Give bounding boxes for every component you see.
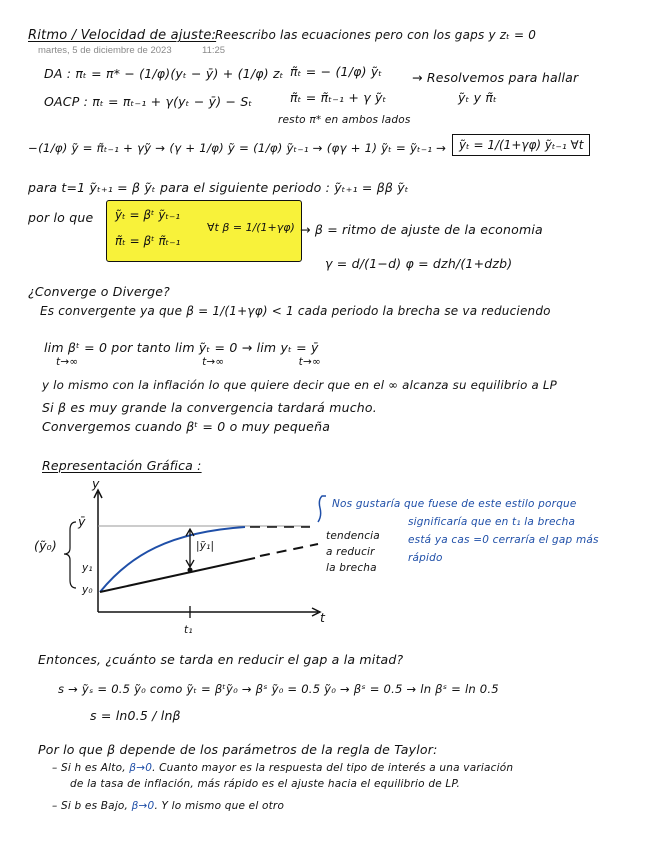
graph-title: Representación Gráfica : [42, 458, 202, 473]
system-eq-1: π̃ₜ = − (1/φ) ỹₜ [290, 64, 383, 79]
note-date: martes, 5 de diciembre de 2023 [38, 45, 172, 56]
bullet-2-beta: β→0 [131, 800, 155, 812]
equation-oacp: OACP : πₜ = πₜ₋₁ + γ(yₜ − ȳ) − Sₜ [44, 94, 253, 109]
bullet-1-start: – Si h es Alto, [52, 762, 126, 774]
convergence-line-2: lim βᵗ = 0 por tanto lim ỹₜ = 0 → lim yₜ = ȳ [44, 340, 319, 355]
derivation-line: −(1/φ) ỹ = π̃ₜ₋₁ + γỹ → (γ + 1/φ) ỹ = (1/φ) ỹₜ₋₁ → (φγ + 1) ỹₜ = ỹₜ₋₁ → [28, 141, 447, 155]
bullet-2 [52, 800, 284, 812]
system-eq-2: π̃ₜ = π̃ₜ₋₁ + γ ỹₜ [290, 90, 387, 105]
tendency-label-2: a reducir [326, 546, 375, 558]
note-time: 11:25 [202, 45, 226, 56]
bullet-2-start: – Si b es Bajo, [52, 800, 129, 812]
page-title: Ritmo / Velocidad de ajuste: [28, 28, 217, 43]
highlight-eq-1: ỹₜ = βᵗ ỹₜ₋₁ [115, 208, 181, 222]
graph-y1-label: y₁ [82, 562, 93, 574]
left-brace [64, 522, 76, 588]
tendency-label-1: tendencia [326, 530, 380, 542]
tendency-dashes [260, 544, 318, 556]
note-brace [318, 496, 326, 522]
convergence-line-4: Si β es muy grande la convergencia tardará mucho. [42, 400, 377, 415]
graph-ybar-label: ȳ [78, 514, 86, 529]
half-gap-line-1: s → ỹₛ = 0.5 ỹ₀ como ỹₜ = βᵗỹ₀ → βˢ ỹ₀ = 0.5 ỹ₀ → βˢ = 0.5 → ln βˢ = ln 0.5 [58, 682, 499, 696]
bullet-1 [52, 762, 513, 774]
por-lo-que: por lo que [28, 210, 94, 225]
page-subtitle: Reescribo las ecuaciones pero con los gaps y zₜ = 0 [215, 28, 537, 42]
bullet-1-beta: β→0 [129, 762, 153, 774]
graph-gap-left: (ỹ₀) [34, 538, 57, 553]
bullet-2-rest: . Y lo mismo que el otro [154, 800, 285, 812]
fast-convergence-curve [100, 527, 245, 592]
taylor-conclusion: Por lo que β depende de los parámetros de la regla de Taylor: [38, 742, 438, 757]
resolve-note-vars: ỹₜ y π̃ₜ [458, 90, 498, 105]
equation-da: DA : πₜ = π* − (1/φ)(yₜ − ȳ) + (1/φ) zₜ [44, 66, 284, 81]
resolve-note: → Resolvemos para hallar [412, 70, 579, 85]
graph-note-3: está ya cas =0 cerraría el gap más [408, 534, 599, 546]
graph-x-label: t [320, 610, 326, 625]
beta-definition: → β = ritmo de ajuste de la economia [300, 222, 543, 237]
resto-note: resto π* en ambos lados [278, 114, 411, 126]
params-line: γ = d/(1−d) φ = dzh/(1+dzb) [325, 256, 513, 271]
convergence-line-5: Convergemos cuando βᵗ = 0 o muy pequeña [42, 419, 331, 434]
graph-y0-label: y₀ [82, 584, 93, 596]
highlight-eq-3: ∀t β = 1/(1+γφ) [207, 221, 295, 234]
convergence-line-1: Es convergente ya que β = 1/(1+γφ) < 1 cada periodo la brecha se va reduciendo [40, 304, 551, 318]
graph-note-2: significaría que en t₁ la brecha [408, 516, 576, 528]
highlight-eq-2: π̃ₜ = βᵗ π̃ₜ₋₁ [115, 234, 181, 248]
tendency-label-3: la brecha [326, 562, 377, 574]
para-line: para t=1 ỹₜ₊₁ = β ỹₜ para el siguiente periodo : ỹₜ₊₁ = ββ ỹₜ [28, 180, 409, 195]
y1-point [188, 568, 193, 573]
half-gap-question-text: Entonces, ¿cuánto se tarda en reducir el gap a la mitad? [38, 652, 404, 667]
half-gap-question [38, 652, 403, 667]
graph-y-label: y [92, 476, 100, 491]
boxed-result: ỹₜ = 1/(1+γφ) ỹₜ₋₁ ∀t [452, 134, 590, 156]
graph-note-4: rápido [408, 552, 443, 564]
tendency-line [100, 558, 255, 592]
graph-note-1: Nos gustaría que fuese de este estilo porque [332, 498, 577, 510]
graph-gap-mid: |ỹ₁| [196, 540, 215, 552]
half-gap-line-2: s = ln0.5 / lnβ [90, 708, 181, 723]
convergence-limits: t→∞ t→∞ t→∞ [56, 356, 321, 368]
bullet-1-rest: . Cuanto mayor es la respuesta del tipo de interés a una variación [152, 762, 514, 774]
bullet-1-continuation: de la tasa de inflación, más rápido es el ajuste hacia el equilibrio de LP. [70, 778, 461, 790]
graph-t1-label: t₁ [184, 624, 193, 636]
convergence-question: ¿Converge o Diverge? [28, 284, 170, 299]
convergence-line-3: y lo mismo con la inflación lo que quiere decir que en el ∞ alcanza su equilibrio a LP [42, 378, 557, 392]
